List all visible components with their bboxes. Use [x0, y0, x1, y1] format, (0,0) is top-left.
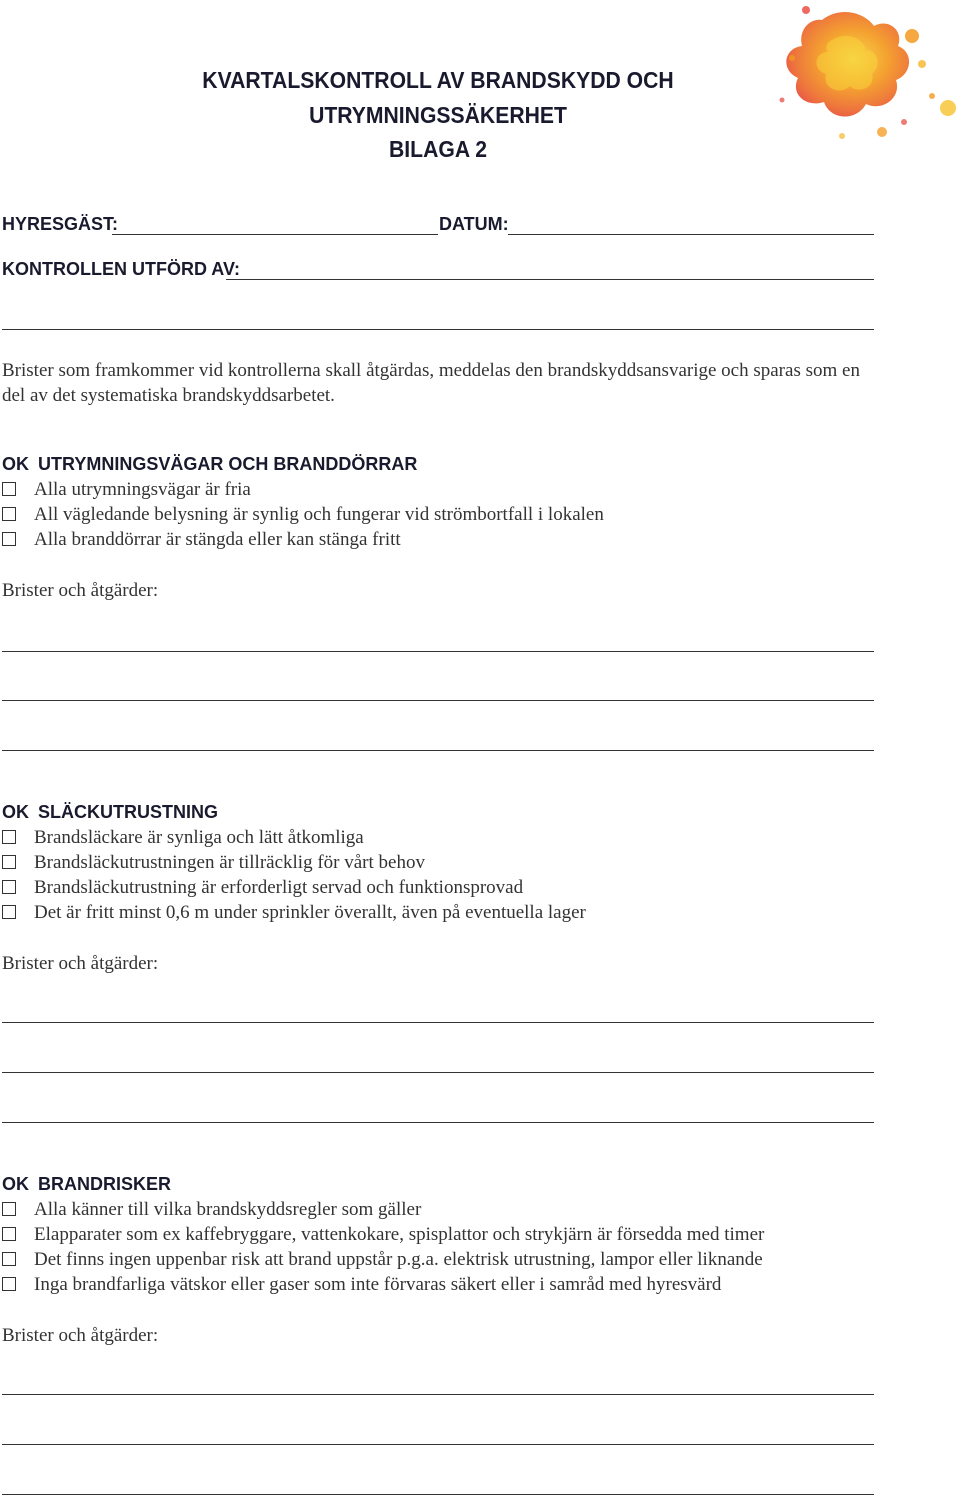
deficiencies-line[interactable]	[2, 700, 874, 701]
checklist-item: Alla känner till vilka brandskyddsregler som gäller	[2, 1199, 421, 1221]
checklist-item: Det är fritt minst 0,6 m under sprinkler överallt, även på eventuella lager	[2, 902, 586, 924]
deficiencies-line[interactable]	[2, 1494, 874, 1495]
deficiencies-label: Brister och åtgärder:	[2, 1325, 159, 1346]
performed-by-field-line[interactable]	[226, 279, 874, 280]
intro-paragraph: Brister som framkommer vid kontrollerna skall åtgärdas, meddelas den brandskyddsansvarige och sparas som en del av det systematiska brandskyddsarbetet.	[2, 360, 860, 406]
deficiencies-label: Brister och åtgärder:	[2, 580, 159, 601]
checklist-item: Alla utrymningsvägar är fria	[2, 479, 251, 501]
tenant-label: HYRESGÄST:	[2, 214, 119, 234]
section-title: SLÄCKUTRUSTNING	[38, 802, 218, 822]
date-label: DATUM:	[439, 214, 509, 234]
ok-column-label: OK	[2, 454, 29, 474]
section-title: BRANDRISKER	[38, 1174, 172, 1194]
deficiencies-line[interactable]	[2, 1022, 874, 1023]
ok-column-label: OK	[2, 1174, 29, 1194]
checkbox-icon[interactable]	[2, 855, 16, 869]
deficiencies-line[interactable]	[2, 1072, 874, 1073]
checkbox-icon[interactable]	[2, 1227, 16, 1241]
checkbox-icon[interactable]	[2, 1252, 16, 1266]
checklist-item: Inga brandfarliga vätskor eller gaser som inte förvaras säkert eller i samråd med hyresvärd	[2, 1274, 721, 1296]
deficiencies-line[interactable]	[2, 1444, 874, 1445]
checklist-item: All vägledande belysning är synlig och fungerar vid strömbortfall i lokalen	[2, 504, 604, 526]
ok-column-label: OK	[2, 802, 29, 822]
checklist-item: Brandsläckare är synliga och lätt åtkomliga	[2, 827, 364, 849]
tenant-field-line[interactable]	[112, 234, 438, 235]
checkbox-icon[interactable]	[2, 1277, 16, 1291]
checklist-item: Elapparater som ex kaffebryggare, vattenkokare, spisplattor och strykjärn är försedda med timer	[2, 1224, 764, 1246]
checklist-item: Alla branddörrar är stängda eller kan stänga fritt	[2, 529, 401, 551]
date-field-line[interactable]	[508, 234, 874, 235]
checklist-item: Det finns ingen uppenbar risk att brand uppstår p.g.a. elektrisk utrustning, lampor eller liknande	[2, 1249, 763, 1271]
checkbox-icon[interactable]	[2, 905, 16, 919]
performed-by-label: KONTROLLEN UTFÖRD AV:	[2, 259, 240, 279]
deficiencies-line[interactable]	[2, 651, 874, 652]
checkbox-icon[interactable]	[2, 532, 16, 546]
section-title: UTRYMNINGSVÄGAR OCH BRANDDÖRRAR	[38, 454, 418, 474]
deficiencies-line[interactable]	[2, 1122, 874, 1123]
document-title-line-1: KVARTALSKONTROLL AV BRANDSKYDD OCH	[202, 67, 674, 93]
checklist-item: Brandsläckutrustning är erforderligt servad och funktionsprovad	[2, 877, 523, 899]
checklist-item: Brandsläckutrustningen är tillräcklig för vårt behov	[2, 852, 425, 874]
section-extinguishing-heading	[2, 802, 218, 823]
checkbox-icon[interactable]	[2, 880, 16, 894]
checkbox-icon[interactable]	[2, 482, 16, 496]
document-title-line-3: BILAGA 2	[389, 136, 487, 162]
deficiencies-line[interactable]	[2, 750, 874, 751]
checkbox-icon[interactable]	[2, 507, 16, 521]
checkbox-icon[interactable]	[2, 1202, 16, 1216]
document-title-line-2: UTRYMNINGSSÄKERHET	[309, 102, 567, 128]
deficiencies-line[interactable]	[2, 1394, 874, 1395]
checkbox-icon[interactable]	[2, 830, 16, 844]
section-evacuation-heading	[2, 454, 417, 475]
deficiencies-label: Brister och åtgärder:	[2, 953, 159, 974]
performed-by-field-line-2[interactable]	[2, 329, 874, 330]
section-fire-risks-heading	[2, 1174, 171, 1195]
